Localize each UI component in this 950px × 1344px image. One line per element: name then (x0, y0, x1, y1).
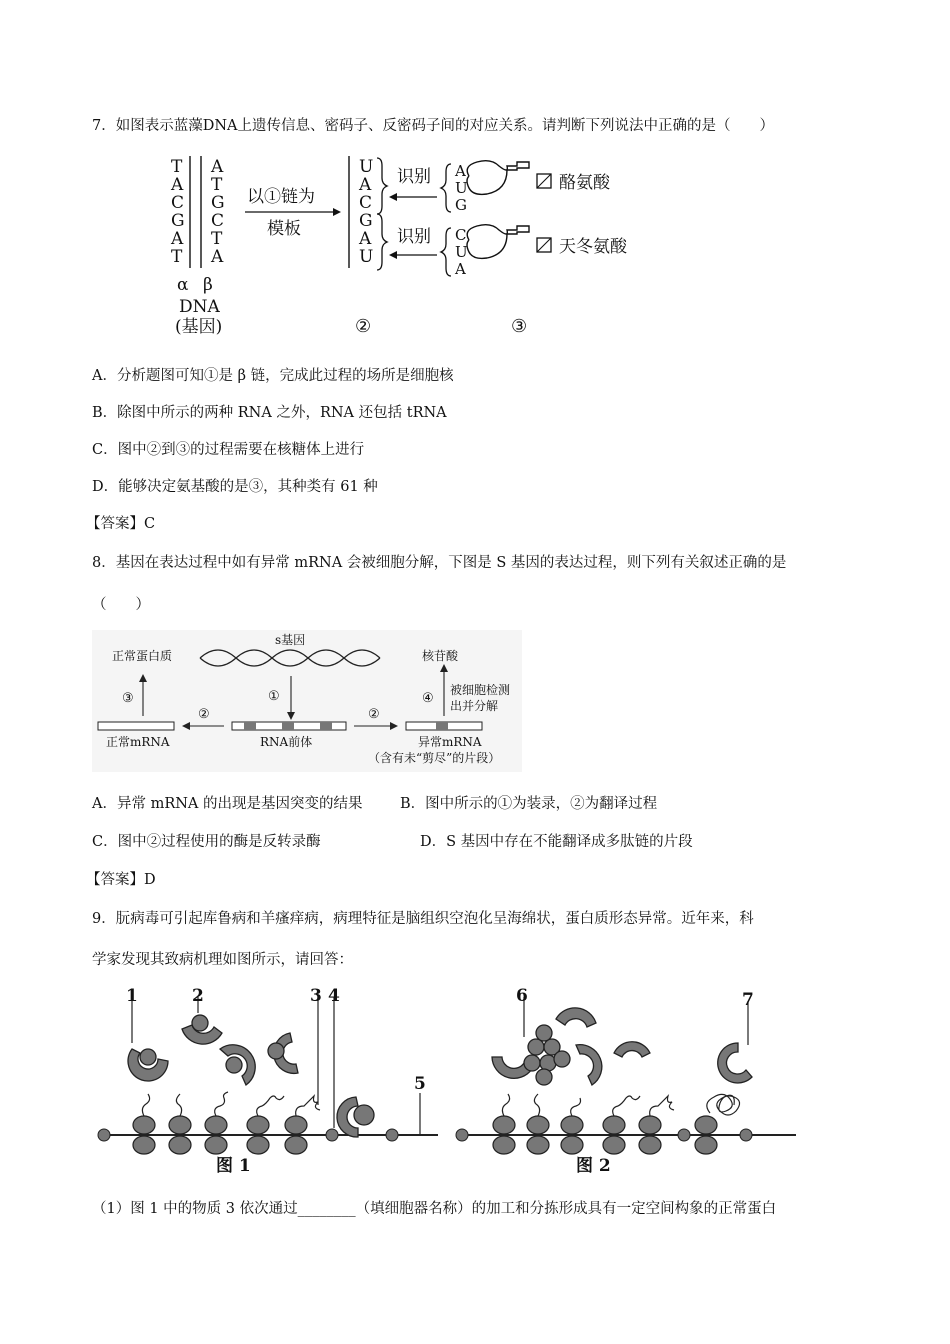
step-2b-label: ② (368, 707, 380, 722)
anticodon-base: U (455, 179, 468, 197)
q9-stem-line1: 9．朊病毒可引起库鲁病和羊瘙痒病，病理特征是脑组织空泡化呈海绵状，蛋白质形态异常。近年来，科 (92, 911, 754, 927)
beta-label: β (203, 275, 213, 295)
anticodon-base: U (455, 243, 468, 261)
rna-precursor-label: RNA前体 (260, 735, 313, 749)
mrna-base: U (359, 247, 374, 267)
trna-2 (467, 225, 529, 259)
nucleotide-label: 核苷酸 (422, 649, 459, 663)
step-1-label: ① (268, 689, 280, 704)
mrna-base: A (359, 229, 372, 249)
step-2a-label: ② (198, 707, 210, 722)
template-text-2: 模板 (267, 219, 301, 239)
q8-stem-line2: （ ） (92, 597, 150, 613)
q7-option-d: D．能够决定氨基酸的是③，其种类有 61 种 (92, 479, 378, 495)
beta-base: T (211, 175, 223, 195)
mrna-base: G (359, 211, 373, 231)
label-6: 6 (516, 986, 528, 1006)
q8-stem-line1: 8．基因在表达过程中如有异常 mRNA 会被细胞分解，下图是 S 基因的表达过程，则下列有关叙述正确的是 (92, 555, 787, 571)
normal-mrna-label: 正常mRNA (106, 735, 170, 749)
anticodon-base: C (455, 226, 467, 244)
abnormal-mrna-note: （含有未“剪尽”的片段） (368, 751, 501, 765)
q8-figure (92, 630, 522, 772)
alpha-base: G (171, 211, 185, 231)
q8-option-d: D．S 基因中存在不能翻译成多肽链的片段 (420, 834, 693, 850)
q7-option-b: B．除图中所示的两种 RNA 之外，RNA 还包括 tRNA (92, 405, 447, 421)
mrna-base: A (359, 175, 372, 195)
dna-alpha-strand (170, 157, 185, 267)
q7-option-c: C．图中②到③的过程需要在核糖体上进行 (92, 442, 365, 458)
q8-option-a: A．异常 mRNA 的出现是基因突变的结果 (92, 796, 363, 812)
q9-sub1: （1）图 1 中的物质 3 依次通过________（填细胞器名称）的加工和分拣形成具有一定空间构象的正常蛋白 (92, 1201, 777, 1217)
label-3: 3 (310, 986, 322, 1006)
normal-protein-label: 正常蛋白质 (112, 649, 173, 663)
anticodon-base: G (455, 196, 467, 214)
anticodon-base: A (455, 162, 466, 180)
detect-label-2: 出并分解 (450, 699, 499, 713)
mrna-strand (358, 157, 373, 267)
alpha-base: C (171, 193, 185, 213)
dna-label: DNA (179, 297, 220, 317)
alpha-base: A (171, 229, 184, 249)
q9-figure (92, 985, 812, 1175)
label-2: ② (355, 316, 372, 337)
amino-acid-2: 天冬氨酸 (559, 237, 627, 257)
detect-label-1: 被细胞检测 (450, 683, 511, 697)
q7-answer: 【答案】C (86, 516, 156, 532)
anticodon-base: A (455, 260, 466, 278)
abnormal-mrna-label: 异常mRNA (418, 735, 482, 749)
step-3-label: ③ (122, 691, 134, 706)
mrna-base: C (359, 193, 373, 213)
q8-option-b: B．图中所示的①为装录，②为翻译过程 (400, 796, 658, 812)
template-text-1: 以①链为 (247, 187, 315, 207)
q9-stem-line2: 学家发现其致病机理如图所示，请回答： (92, 952, 353, 968)
label-2: 2 (192, 986, 204, 1006)
q8-answer: 【答案】D (86, 872, 156, 888)
alpha-base: T (171, 157, 183, 177)
s-gene-label: s基因 (275, 633, 306, 647)
fig1-label: 图 1 (216, 1156, 251, 1175)
q7-stem: 7．如图表示蓝藻DNA上遗传信息、密码子、反密码子间的对应关系。请判断下列说法中正确的是（ ） (92, 118, 775, 134)
label-4: 4 (328, 986, 340, 1006)
fig2-label: 图 2 (576, 1156, 611, 1175)
beta-base: A (211, 247, 224, 267)
alpha-label: α (177, 275, 189, 295)
trna-1 (467, 161, 529, 195)
step-4-label: ④ (422, 691, 434, 706)
alpha-base: A (171, 175, 184, 195)
q8-option-c: C．图中②过程使用的酶是反转录酶 (92, 834, 321, 850)
label-3: ③ (511, 316, 528, 337)
gene-label: (基因) (175, 317, 223, 337)
label-5: 5 (414, 1074, 426, 1094)
mrna-base: U (359, 157, 374, 177)
dna-beta-strand (210, 157, 225, 267)
beta-base: A (211, 157, 224, 177)
recognize-label-1: 识别 (397, 167, 431, 187)
recognize-label-2: 识别 (397, 227, 431, 247)
beta-base: C (211, 211, 225, 231)
q7-figure (165, 152, 685, 342)
normal-mrna-bar (98, 722, 174, 730)
beta-base: T (211, 229, 223, 249)
label-1: 1 (126, 986, 138, 1006)
alpha-base: T (171, 247, 183, 267)
beta-base: G (211, 193, 225, 213)
amino-acid-1: 酪氨酸 (559, 173, 610, 193)
label-7: 7 (742, 990, 754, 1010)
q7-option-a: A．分析题图可知①是 β 链，完成此过程的场所是细胞核 (92, 368, 454, 384)
